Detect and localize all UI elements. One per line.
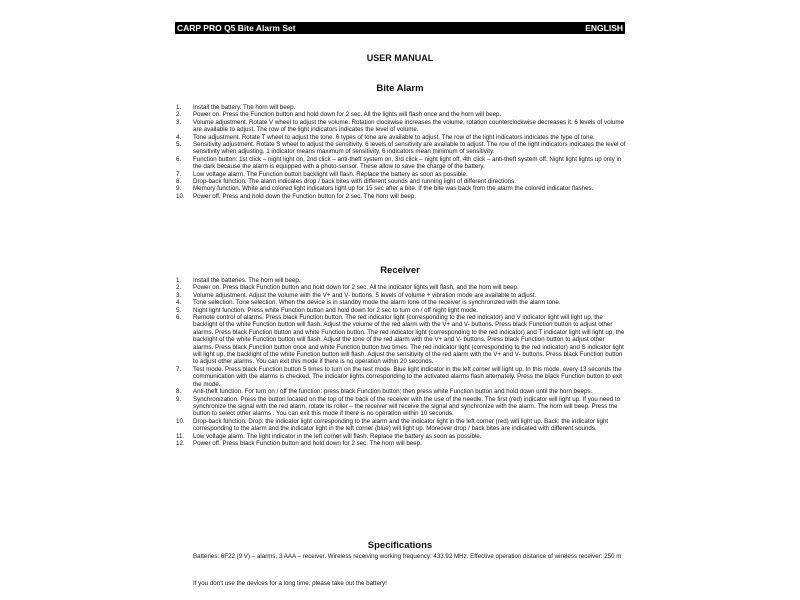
list-item-number: 8. (176, 178, 182, 186)
list-item-text: Drop-back function. Drop: the indicator light corresponding to the alarm and the indicator light in the left corner (red) will light up. Back: the indicator light corresponding to the alarm and the indicator light in the left corner (blue) will light up. Moreover drop / back bites are indicated with different sounds. (193, 417, 609, 433)
list-item (176, 178, 626, 185)
list-item-text: Synchronization. Press the button located on the top of the back of the receiver with the use of the needle. The first (red) indicator will light up. If you need to synchronize the signal with the red alarm, rotate its roller – the receiver will receive the signal and synchronize with the alarm. The horn will beep. Press the button to select other alarms . You can exit this mode if there is no operation within 10 seconds. (193, 395, 621, 418)
list-item (176, 433, 626, 440)
list-item (176, 141, 626, 156)
receiver-list (176, 277, 626, 447)
list-item (176, 185, 626, 192)
list-item-number: 1. (176, 104, 182, 111)
list-item (176, 366, 626, 388)
list-item-text: Power on. Press the Function button and hold down for 2 sec. All the lights will flash once and the horn will beep. (193, 111, 502, 119)
bite-alarm-heading: Bite Alarm (376, 83, 424, 94)
list-item-text: Power on. Press black Function button and hold down for 2 sec. All the indicator lights will flash, and the horn will beep. (193, 284, 519, 292)
list-item-text: Low voltage alarm. The light indicator in the left corner will flash. Replace the battery as soon as possible. (193, 432, 482, 440)
list-item-text: Low voltage alarm. The Function button backlight will flash. Replace the battery as soon as possible. (193, 170, 468, 178)
list-item (176, 284, 626, 291)
list-item (176, 396, 626, 418)
list-item-text: Function button: 1st click – night light on, 2nd click – anti-theft system on, 3rd click – night light off, 4th click – anti-theft system off. Night light lights up only in the dark because the alarm is equipped with a photo-sensor. These allow to save the charge of the battery. (193, 155, 622, 171)
list-item (176, 314, 626, 366)
list-item-text: Tone selection. Tone selection. When the device is in standby mode the alarm tone of the receiver is synchronized with the alarm tone. (193, 299, 561, 307)
bite-alarm-list (176, 104, 626, 200)
list-item-number: 7. (176, 170, 182, 178)
list-item-number: 9. (176, 395, 182, 403)
list-item-number: 7. (176, 365, 182, 373)
list-item-number: 4. (176, 133, 182, 141)
list-item-text: Power off. Press black Function button and hold down for 2 sec. The horn will beep. (193, 439, 422, 447)
battery-note: If you don't use the devices for a long time, please take out the battery! (193, 580, 387, 587)
header-language: ENGLISH (585, 23, 623, 33)
list-item-number: 10. (176, 192, 185, 200)
list-item-number: 3. (176, 118, 182, 126)
list-item-text: Sensitivity adjustment. Rotate S wheel to adjust the sensitivity. 6 levels of sensitivity are available to adjust. The row of the light indicators indicates the level of sensitivity when adjusting. 1 indicator means maximum of sensitivity, 6 indicators mean minimum of sensitivity. (193, 141, 626, 156)
specifications-heading: Specifications (367, 540, 433, 551)
list-item-number: 11. (176, 432, 185, 440)
list-item-number: 4. (176, 299, 182, 307)
list-item (176, 134, 626, 141)
list-item-text: Volume adjustment. Adjust the volume with the V+ and V- buttons. 5 levels of volume + vibration mode are available to adjust. (193, 291, 537, 299)
list-item (176, 277, 626, 284)
list-item-text: Remote control of alarms. Press black Function button. The red indicator light (corresponding to the red indicator) and V indicator light will light up, the backlight of the white Function button will flash. Adjust the volume of the red alarm with the V+ and V- buttons. Press black Function button to adjust other alarms. Press black Function button and white Function button. The red indicator light (corresponding to the red indicator) and T indicator light will light up, the backlight of the white Function button will flash. Adjust the tone of the red alarm with the V+ and V- buttons. Press black Function button to adjust other alarms. Press black Function button once and white Function button two times. The red indicator light (corresponding to the red indicator) and S indicator light will light up, the backlight of the white Function button will flash. Adjust the sensitivity of the red alarm with the V+ and V- buttons. Press black Function button to adjust other alarms. You can exit this mode if there is no operation within 20 seconds. (193, 314, 625, 366)
list-item (176, 104, 626, 111)
list-item-number: 10. (176, 417, 185, 425)
list-item-number: 9. (176, 185, 182, 193)
list-item (176, 307, 626, 314)
list-item (176, 299, 626, 306)
list-item-text: Anti-theft function. For turn on / off the function: press black Function button; then press white Function button and hold down until the horn beeps. (193, 388, 593, 396)
list-item-number: 5. (176, 306, 182, 314)
list-item (176, 418, 626, 433)
list-item-text: Night light function. Press white Function button and hold down for 2 sec to turn on / off night light mode. (193, 306, 479, 314)
list-item (176, 388, 626, 395)
list-item (176, 292, 626, 299)
list-item (176, 193, 626, 200)
list-item-number: 8. (176, 388, 182, 396)
list-item-text: Tone adjustment. Rotate T wheel to adjust the tone. 6 types of tone are available to adjust. The row of the light indicators indicates the type of tone. (193, 133, 595, 141)
list-item-text: Install the battery. The horn will beep. (193, 104, 296, 111)
list-item-number: 1. (176, 277, 182, 284)
list-item (176, 440, 626, 447)
list-item (176, 111, 626, 118)
list-item-text: Drop-back function. The alarm indicates drop / back bites with different sounds and running light of different directions. (193, 178, 516, 186)
list-item (176, 171, 626, 178)
header-title: CARP PRO Q5 Bite Alarm Set (177, 23, 296, 33)
list-item (176, 156, 626, 171)
list-item-text: Install the batteries. The horn will beep. (193, 277, 301, 284)
list-item-number: 6. (176, 314, 182, 322)
list-item-text: Power off. Press and hold down the Function button for 2 sec. The horn will beep. (193, 192, 416, 200)
specifications-text: Batteries: 6F22 (9 V) – alarms, 3 AAA – receiver. Wireless receiving working frequency: 433.92 MHz. Effective operation distance of wireless receiver: 250 m (193, 553, 622, 560)
list-item (176, 119, 626, 134)
document-title: USER MANUAL (366, 53, 434, 63)
list-item-text: Test mode. Press black Function button 5 times to turn on the test mode. Blue light indicator in the left corner will light up. In this mode, every 13 seconds the communication with the alarms is checked. The indicator lights corresponding to the activated alarms flash alternately. Press the black Function button to exit the mode. (193, 365, 622, 388)
list-item-number: 6. (176, 155, 182, 163)
list-item-number: 2. (176, 284, 182, 292)
list-item-number: 12. (176, 439, 185, 447)
list-item-text: Volume adjustment. Rotate V wheel to adjust the volume. Rotation clockwise increases the volume, rotation counterclockwise decreases it. 6 levels of volume are available to adjust. The row of the light indicators indicates the level of volume. (193, 118, 624, 134)
list-item-number: 3. (176, 291, 182, 299)
list-item-text: Memory function. White and colored light indicators light up for 15 sec after a bite. If the bite was back from the alarm the colored indicator flashes. (193, 185, 594, 193)
receiver-heading: Receiver (380, 265, 420, 276)
list-item-number: 2. (176, 111, 182, 119)
list-item-number: 5. (176, 141, 182, 149)
header-bar (175, 22, 625, 34)
